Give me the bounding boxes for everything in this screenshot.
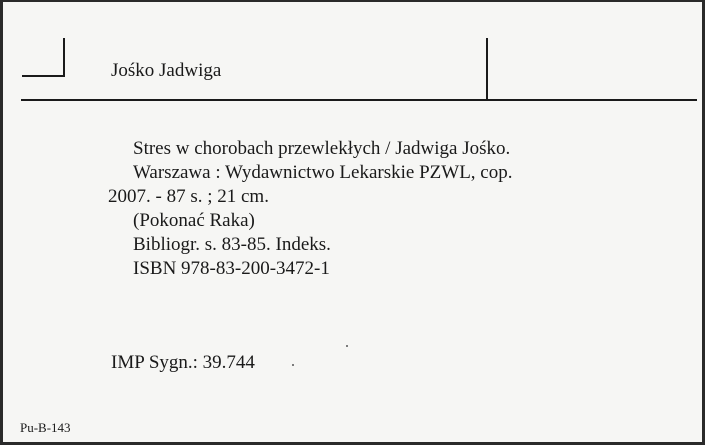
entry-publisher-line: Warszawa : Wydawnictwo Lekarskie PZWL, cop.: [133, 162, 513, 183]
corner-mark-horizontal: [22, 75, 65, 77]
call-number: IMP Sygn.: 39.744: [111, 352, 255, 373]
header-rule: [21, 99, 697, 101]
entry-series-line: (Pokonać Raka): [133, 210, 255, 231]
ink-speck: [346, 345, 348, 347]
entry-notes-line: Bibliogr. s. 83-85. Indeks.: [133, 234, 331, 255]
ink-speck: [292, 364, 294, 366]
header-divider-vertical: [486, 38, 488, 101]
entry-isbn-line: ISBN 978-83-200-3472-1: [133, 258, 330, 279]
corner-mark-vertical: [63, 38, 65, 77]
bibliographic-entry: [108, 137, 512, 281]
entry-date-extent-line: 2007. - 87 s. ; 21 cm.: [108, 186, 269, 207]
footer-code: Pu-B-143: [20, 420, 71, 435]
author-heading: Jośko Jadwiga: [111, 60, 222, 81]
entry-title-line: Stres w chorobach przewlekłych / Jadwiga Jośko.: [133, 138, 511, 159]
